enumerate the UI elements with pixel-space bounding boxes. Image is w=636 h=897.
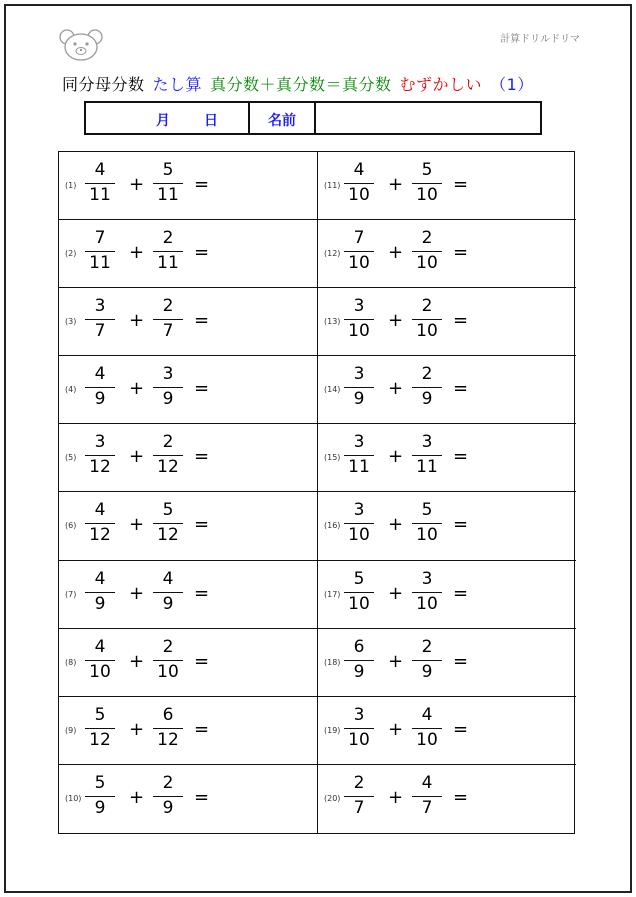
brand-text: 計算ドリルドリマ	[500, 34, 580, 45]
answer-area[interactable]	[219, 498, 309, 550]
fraction-b	[153, 432, 183, 479]
plus-sign: +	[129, 446, 145, 468]
denominator: 7	[162, 321, 174, 342]
denominator: 12	[157, 457, 179, 478]
problem-number: (19)	[324, 725, 341, 735]
problem-number: (18)	[324, 657, 341, 667]
equals-sign: =	[194, 310, 210, 332]
fraction-bar	[412, 455, 442, 456]
problem-number: (13)	[324, 317, 341, 327]
fraction-b	[412, 569, 442, 616]
fraction-bar	[412, 592, 442, 593]
numerator: 5	[353, 568, 365, 589]
numerator: 3	[353, 704, 365, 725]
problem-cell	[318, 492, 576, 560]
fraction-b	[412, 432, 442, 479]
problem-number: (14)	[324, 385, 341, 395]
numerator: 4	[94, 364, 106, 385]
problem-cell	[59, 765, 318, 833]
answer-area[interactable]	[478, 498, 568, 550]
equals-sign: =	[453, 514, 469, 536]
plus-sign: +	[388, 650, 404, 672]
plus-sign: +	[388, 786, 404, 808]
problem-cell	[318, 697, 576, 765]
answer-area[interactable]	[219, 294, 309, 346]
numerator: 2	[353, 772, 365, 793]
problem-cell	[318, 356, 576, 424]
problem-cell	[59, 220, 318, 288]
fraction-bar	[344, 183, 374, 184]
denominator: 9	[353, 661, 365, 682]
answer-area[interactable]	[219, 362, 309, 414]
denominator: 11	[416, 457, 438, 478]
numerator: 5	[94, 772, 106, 793]
denominator: 10	[416, 729, 438, 750]
fraction-bar	[85, 796, 115, 797]
fraction-a	[344, 160, 374, 207]
fraction-bar	[344, 728, 374, 729]
plus-sign: +	[129, 786, 145, 808]
problem-cell	[59, 697, 318, 765]
fraction-b	[153, 500, 183, 547]
fraction-b	[412, 705, 442, 752]
denominator: 10	[157, 661, 179, 682]
fraction-b	[412, 296, 442, 343]
equals-sign: =	[453, 310, 469, 332]
title-part3: 真分数＋真分数＝真分数	[210, 75, 392, 94]
denominator: 10	[348, 321, 370, 342]
equals-sign: =	[453, 786, 469, 808]
problem-number: (16)	[324, 521, 341, 531]
equals-sign: =	[194, 650, 210, 672]
title-part2: たし算	[152, 75, 203, 94]
page-title	[62, 72, 622, 95]
denominator: 10	[416, 253, 438, 274]
problem-number: (15)	[324, 453, 341, 463]
denominator: 10	[348, 525, 370, 546]
fraction-bar	[85, 183, 115, 184]
numerator: 2	[421, 228, 433, 249]
numerator: 7	[94, 228, 106, 249]
title-part5: （1）	[490, 75, 534, 94]
numerator: 3	[353, 500, 365, 521]
plus-sign: +	[129, 378, 145, 400]
denominator: 11	[157, 185, 179, 205]
fraction-a	[85, 228, 115, 275]
problem-cell	[318, 288, 576, 356]
fraction-a	[85, 569, 115, 616]
fraction-bar	[153, 523, 183, 524]
fraction-bar	[85, 728, 115, 729]
plus-sign: +	[129, 582, 145, 604]
plus-sign: +	[129, 650, 145, 672]
answer-area[interactable]	[478, 635, 568, 687]
fraction-a	[85, 364, 115, 411]
problem-number: (20)	[324, 793, 341, 803]
problem-number: (5)	[65, 453, 77, 463]
numerator: 2	[162, 636, 174, 657]
problem-number: (9)	[65, 725, 77, 735]
fraction-a	[85, 705, 115, 752]
numerator: 3	[353, 432, 365, 453]
denominator: 10	[416, 525, 438, 546]
plus-sign: +	[388, 582, 404, 604]
problem-cell	[59, 356, 318, 424]
problem-cell	[59, 424, 318, 492]
plus-sign: +	[388, 242, 404, 264]
name-field[interactable]	[316, 103, 540, 133]
denominator: 12	[89, 729, 111, 750]
numerator: 4	[94, 568, 106, 589]
equals-sign: =	[453, 718, 469, 740]
fraction-bar	[412, 796, 442, 797]
equals-sign: =	[194, 786, 210, 808]
numerator: 4	[421, 704, 433, 725]
denominator: 9	[162, 389, 174, 410]
problem-number: (3)	[65, 317, 77, 327]
denominator: 12	[89, 525, 111, 546]
denominator: 9	[94, 797, 106, 818]
fraction-bar	[344, 319, 374, 320]
fraction-a	[85, 432, 115, 479]
equals-sign: =	[453, 582, 469, 604]
plus-sign: +	[388, 514, 404, 536]
fraction-a	[344, 432, 374, 479]
denominator: 9	[94, 593, 106, 614]
problem-number: (10)	[65, 793, 82, 803]
fraction-bar	[153, 728, 183, 729]
fraction-bar	[153, 183, 183, 184]
denominator: 11	[157, 253, 179, 274]
fraction-bar	[412, 251, 442, 252]
problem-cell	[59, 629, 318, 697]
numerator: 3	[421, 568, 433, 589]
plus-sign: +	[388, 378, 404, 400]
denominator: 10	[89, 661, 111, 682]
problem-cell	[59, 152, 318, 220]
fraction-b	[153, 637, 183, 684]
fraction-bar	[412, 319, 442, 320]
fraction-bar	[344, 796, 374, 797]
name-label: 名前	[250, 103, 316, 133]
numerator: 3	[94, 432, 106, 453]
denominator: 9	[162, 593, 174, 614]
denominator: 9	[353, 389, 365, 410]
denominator: 11	[348, 457, 370, 478]
answer-area[interactable]	[219, 771, 309, 823]
fraction-bar	[85, 660, 115, 661]
denominator: 10	[416, 593, 438, 614]
problem-grid	[58, 151, 575, 834]
plus-sign: +	[388, 718, 404, 740]
problem-cell	[59, 492, 318, 560]
fraction-a	[344, 296, 374, 343]
answer-area[interactable]	[478, 771, 568, 823]
problem-cell	[318, 152, 576, 220]
equals-sign: =	[194, 174, 210, 195]
equals-sign: =	[453, 242, 469, 264]
numerator: 3	[94, 296, 106, 317]
title-part1: 同分母分数	[62, 75, 145, 94]
equals-sign: =	[194, 446, 210, 468]
denominator: 10	[348, 253, 370, 274]
title-part4: むずかしい	[399, 75, 483, 94]
fraction-bar	[412, 523, 442, 524]
fraction-a	[344, 228, 374, 275]
numerator: 5	[162, 160, 174, 180]
equals-sign: =	[194, 514, 210, 536]
fraction-a	[85, 637, 115, 684]
fraction-b	[153, 569, 183, 616]
denominator: 7	[421, 797, 433, 818]
problem-cell	[318, 765, 576, 833]
answer-area[interactable]	[478, 294, 568, 346]
fraction-bar	[85, 592, 115, 593]
equals-sign: =	[194, 718, 210, 740]
fraction-bar	[344, 523, 374, 524]
denominator: 9	[162, 797, 174, 818]
denominator: 11	[89, 253, 111, 274]
problem-number: (11)	[324, 181, 341, 190]
answer-area[interactable]	[219, 703, 309, 755]
fraction-a	[344, 705, 374, 752]
answer-area[interactable]	[478, 430, 568, 482]
equals-sign: =	[194, 378, 210, 400]
plus-sign: +	[388, 310, 404, 332]
fraction-b	[412, 364, 442, 411]
answer-area[interactable]	[219, 226, 309, 278]
fraction-b	[153, 296, 183, 343]
problem-cell	[59, 288, 318, 356]
equals-sign: =	[453, 378, 469, 400]
numerator: 3	[162, 364, 174, 385]
numerator: 4	[353, 160, 365, 180]
denominator: 9	[421, 661, 433, 682]
problem-number: (12)	[324, 249, 341, 259]
problem-cell	[59, 561, 318, 629]
problem-cell	[318, 629, 576, 697]
fraction-bar	[344, 455, 374, 456]
fraction-a	[85, 296, 115, 343]
problem-cell	[318, 561, 576, 629]
fraction-bar	[412, 660, 442, 661]
fraction-bar	[153, 660, 183, 661]
denominator: 9	[94, 389, 106, 410]
fraction-bar	[412, 183, 442, 184]
numerator: 5	[162, 500, 174, 521]
fraction-a	[344, 637, 374, 684]
fraction-bar	[153, 455, 183, 456]
equals-sign: =	[453, 446, 469, 468]
denominator: 12	[157, 729, 179, 750]
fraction-bar	[344, 592, 374, 593]
numerator: 7	[353, 228, 365, 249]
plus-sign: +	[388, 174, 404, 195]
answer-area[interactable]	[478, 226, 568, 278]
plus-sign: +	[388, 446, 404, 468]
denominator: 7	[94, 321, 106, 342]
fraction-b	[412, 500, 442, 547]
numerator: 2	[421, 296, 433, 317]
fraction-bar	[153, 592, 183, 593]
denominator: 10	[348, 729, 370, 750]
denominator: 10	[416, 185, 438, 205]
name-date-box	[84, 101, 542, 135]
problem-number: (1)	[65, 181, 77, 190]
fraction-bar	[153, 319, 183, 320]
numerator: 6	[162, 704, 174, 725]
denominator: 10	[348, 593, 370, 614]
fraction-b	[153, 705, 183, 752]
fraction-bar	[153, 251, 183, 252]
fraction-bar	[85, 319, 115, 320]
numerator: 2	[162, 432, 174, 453]
fraction-b	[412, 228, 442, 275]
problem-number: (6)	[65, 521, 77, 531]
plus-sign: +	[129, 718, 145, 740]
problem-number: (8)	[65, 657, 77, 667]
month-label: 月	[156, 113, 170, 129]
date-field[interactable]	[86, 103, 250, 133]
fraction-a	[85, 500, 115, 547]
numerator: 2	[421, 636, 433, 657]
numerator: 2	[421, 364, 433, 385]
fraction-b	[153, 228, 183, 275]
numerator: 4	[94, 500, 106, 521]
denominator: 9	[421, 389, 433, 410]
plus-sign: +	[129, 514, 145, 536]
plus-sign: +	[129, 310, 145, 332]
numerator: 4	[94, 160, 106, 180]
fraction-bar	[85, 251, 115, 252]
numerator: 3	[353, 364, 365, 385]
problem-number: (7)	[65, 589, 77, 599]
plus-sign: +	[129, 242, 145, 264]
numerator: 4	[94, 636, 106, 657]
fraction-bar	[85, 523, 115, 524]
problem-number: (17)	[324, 589, 341, 599]
fraction-b	[412, 637, 442, 684]
fraction-b	[412, 773, 442, 820]
denominator: 7	[353, 797, 365, 818]
fraction-b	[153, 160, 183, 207]
fraction-b	[412, 160, 442, 207]
numerator: 2	[162, 772, 174, 793]
denominator: 11	[89, 185, 111, 205]
fraction-a	[344, 500, 374, 547]
answer-area[interactable]	[219, 567, 309, 619]
fraction-b	[153, 364, 183, 411]
fraction-a	[85, 160, 115, 207]
denominator: 12	[157, 525, 179, 546]
numerator: 2	[162, 296, 174, 317]
answer-area[interactable]	[478, 703, 568, 755]
numerator: 4	[162, 568, 174, 589]
problem-number: (2)	[65, 249, 77, 259]
fraction-b	[153, 773, 183, 820]
equals-sign: =	[453, 650, 469, 672]
answer-area[interactable]	[478, 362, 568, 414]
fraction-bar	[85, 455, 115, 456]
numerator: 6	[353, 636, 365, 657]
plus-sign: +	[129, 174, 145, 195]
denominator: 10	[348, 185, 370, 205]
numerator: 3	[421, 432, 433, 453]
numerator: 2	[162, 228, 174, 249]
fraction-bar	[344, 660, 374, 661]
answer-area[interactable]	[478, 158, 568, 210]
answer-area[interactable]	[219, 158, 309, 210]
fraction-a	[85, 773, 115, 820]
bear-face-icon	[58, 28, 104, 62]
numerator: 3	[353, 296, 365, 317]
numerator: 5	[421, 160, 433, 180]
fraction-bar	[344, 387, 374, 388]
numerator: 5	[421, 500, 433, 521]
fraction-bar	[153, 387, 183, 388]
problem-cell	[318, 220, 576, 288]
answer-area[interactable]	[478, 567, 568, 619]
fraction-bar	[344, 251, 374, 252]
equals-sign: =	[453, 174, 469, 195]
numerator: 4	[421, 772, 433, 793]
equals-sign: =	[194, 242, 210, 264]
denominator: 10	[416, 321, 438, 342]
answer-area[interactable]	[219, 635, 309, 687]
fraction-a	[344, 364, 374, 411]
numerator: 5	[94, 704, 106, 725]
day-label: 日	[204, 113, 218, 129]
fraction-bar	[412, 728, 442, 729]
fraction-a	[344, 773, 374, 820]
fraction-bar	[153, 796, 183, 797]
fraction-a	[344, 569, 374, 616]
denominator: 12	[89, 457, 111, 478]
fraction-bar	[412, 387, 442, 388]
problem-number: (4)	[65, 385, 77, 395]
fraction-bar	[85, 387, 115, 388]
problem-cell	[318, 424, 576, 492]
equals-sign: =	[194, 582, 210, 604]
answer-area[interactable]	[219, 430, 309, 482]
